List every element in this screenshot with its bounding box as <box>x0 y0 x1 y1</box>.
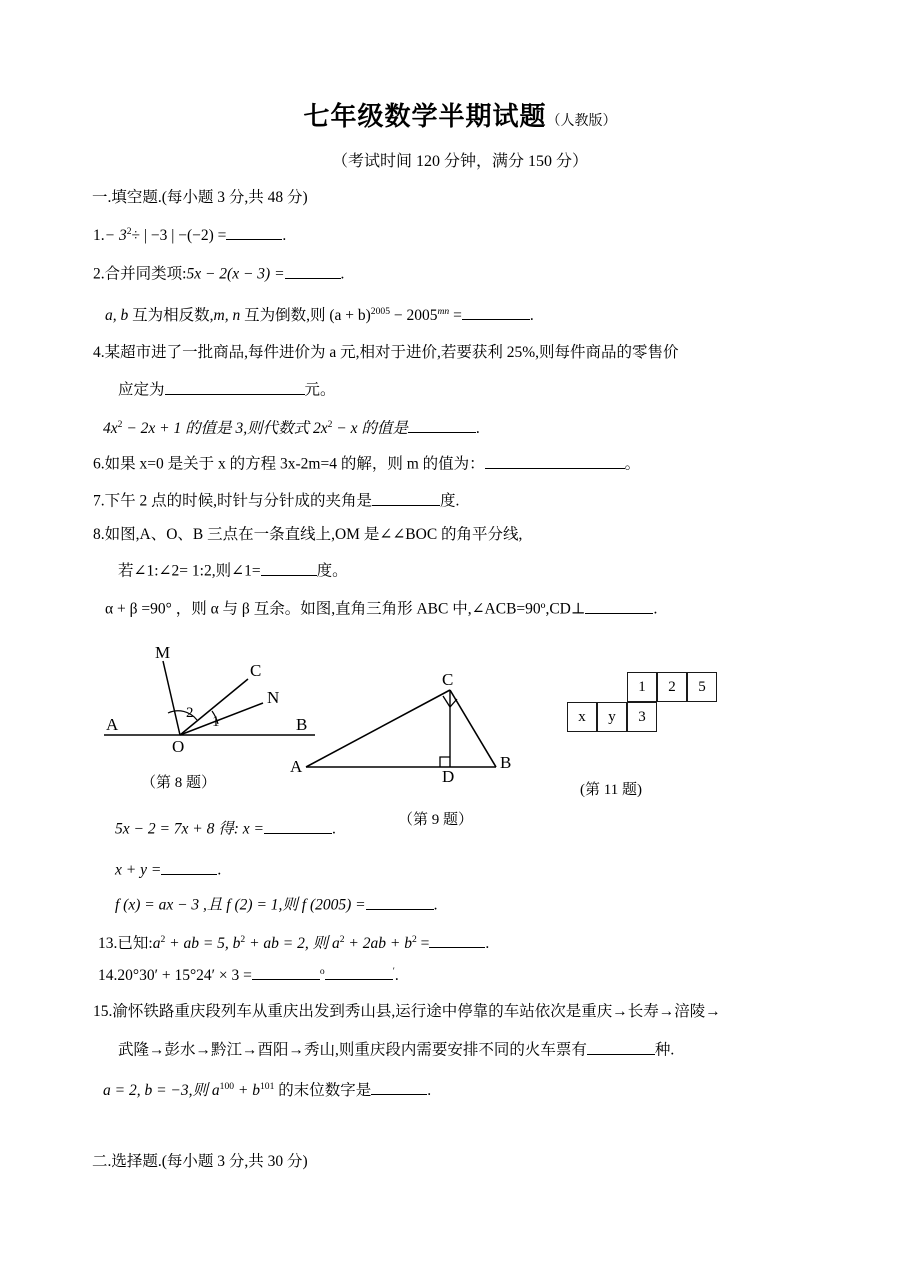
q14-tail: . <box>394 967 399 985</box>
net-cell-bottom-x: x <box>567 702 597 732</box>
q1-answer-blank[interactable] <box>226 224 282 241</box>
fig8-label-O: O <box>172 737 185 755</box>
q13-label: 已知: <box>117 935 153 953</box>
q3-answer-blank[interactable] <box>462 304 530 321</box>
q13-equals: = <box>416 935 430 953</box>
question-7 <box>93 489 459 512</box>
q16-post: 的末位数字是 <box>274 1082 372 1100</box>
question-10 <box>115 817 336 840</box>
q3-tail: . <box>529 307 534 325</box>
q8-line2-post: 度。 <box>316 562 348 580</box>
q12-answer-blank[interactable] <box>366 893 434 910</box>
q13-number: 13. <box>98 935 118 953</box>
q11-tail: . <box>217 861 222 879</box>
figure-question-11 <box>565 672 765 742</box>
fig8-label-A: A <box>106 715 119 734</box>
q13-exp-3: 2 <box>339 934 345 945</box>
q13-tail: . <box>485 935 490 953</box>
exam-subtitle: （考试时间 120 分钟，满分 150 分） <box>331 153 588 170</box>
q3-exponent-2005: 2005 <box>370 306 390 317</box>
q4-line2-post: 元。 <box>304 381 336 399</box>
question-3 <box>105 302 534 326</box>
q3-vars-mn: m, n <box>213 307 241 325</box>
q2-answer-blank[interactable] <box>285 262 341 279</box>
q10-answer-blank[interactable] <box>264 817 332 834</box>
q3-text-a: 互为相反数, <box>128 307 214 325</box>
q10-tail: . <box>332 820 336 838</box>
q4-line2-pre: 应定为 <box>118 381 165 399</box>
fig9-right-angle-D <box>440 757 450 767</box>
q11-answer-blank[interactable] <box>161 858 217 875</box>
net-cell-top-3: 5 <box>687 672 717 702</box>
figure-11-caption: (第 11 题) <box>580 782 642 798</box>
net-cell-top-1: 1 <box>627 672 657 702</box>
q15-line2-pre: 武隆→彭水→黔江→酉阳→秀山,则重庆段内需要安排不同的火车票有 <box>118 1041 587 1059</box>
fig8-label-angle-2: 2 <box>186 705 194 721</box>
q13-exp-4: 2 <box>411 934 417 945</box>
q2-tail: . <box>340 265 345 283</box>
q3-text-b: 互为倒数,则 (a + b) <box>240 307 371 325</box>
figure-9-caption: （第 9 题） <box>398 812 474 828</box>
q5-mid-1: − 2x + 1 的值是 3,则代数式 2x <box>122 420 328 438</box>
question-5 <box>103 415 480 439</box>
question-6 <box>93 452 640 475</box>
q16-exp-1: 100 <box>219 1081 235 1092</box>
q5-exponent-1: 2 <box>117 419 123 430</box>
q1-exponent: 2 <box>126 226 132 237</box>
q14-unit-degree: o <box>319 966 325 977</box>
q13-p4: + 2ab + b <box>344 935 412 953</box>
figure-question-9 <box>290 668 520 788</box>
q5-answer-blank[interactable] <box>408 417 476 434</box>
net-cell-top-2: 2 <box>657 672 687 702</box>
net-cell-bottom-y: y <box>597 702 627 732</box>
net-cell-bottom-3: 3 <box>627 702 657 732</box>
q13-p1: a <box>152 935 161 953</box>
q15-line2-post: 种. <box>654 1041 675 1059</box>
q9-answer-blank[interactable] <box>585 597 653 614</box>
fig9-label-D: D <box>442 767 455 783</box>
fig9-label-A: A <box>290 757 303 776</box>
question-14 <box>98 962 399 986</box>
q5-tail: . <box>475 420 480 438</box>
fig8-label-C: C <box>250 661 262 680</box>
q10-pre: 5x − 2 = 7x + 8 得: x = <box>115 820 265 838</box>
q13-p3: + ab = 2, 则 a <box>245 935 340 953</box>
q5-pre: 4x <box>103 420 118 438</box>
question-4-line-2 <box>118 378 336 401</box>
fig9-label-B: B <box>500 753 512 772</box>
q1-number: 1. <box>93 227 105 245</box>
q9-post: . <box>653 600 658 618</box>
figure-9-drawing <box>290 668 520 783</box>
question-1 <box>93 222 286 246</box>
q7-post: 度. <box>440 492 460 510</box>
fig8-label-angle-1: 1 <box>212 714 220 730</box>
q14-answer-blank-minutes[interactable] <box>325 964 393 981</box>
figure-8-caption: （第 8 题） <box>141 775 217 791</box>
q2-number: 2. <box>93 265 105 283</box>
q8-answer-blank[interactable] <box>261 559 317 576</box>
q14-answer-blank-degrees[interactable] <box>252 964 320 981</box>
q14-number: 14. <box>98 967 118 985</box>
q6-post: 。 <box>624 455 641 473</box>
section-heading-multiple-choice: 二.选择题.(每小题 3 分,共 30 分) <box>92 1153 308 1170</box>
page-title-edition: （人教版） <box>546 113 617 129</box>
q1-tail: . <box>282 227 287 245</box>
q16-answer-blank[interactable] <box>371 1079 427 1096</box>
q6-answer-blank[interactable] <box>485 452 625 469</box>
fig8-label-M: M <box>155 645 171 662</box>
question-8-line-2 <box>118 559 348 582</box>
fig8-label-B: B <box>296 715 308 734</box>
section-heading-fill-in: 一.填空题.(每小题 3 分,共 48 分) <box>92 189 308 206</box>
q6-pre: 6.如果 x=0 是关于 x 的方程 3x-2m=4 的解，则 m 的值为： <box>93 455 485 473</box>
q2-expr: 5x − 2(x − 3) = <box>186 265 285 283</box>
question-12 <box>115 893 438 916</box>
question-13 <box>98 930 489 954</box>
page-title <box>0 96 920 133</box>
q16-tail: . <box>427 1082 432 1100</box>
q14-expr: 20°30′ + 15°24′ × 3 = <box>117 967 252 985</box>
question-15-line-2 <box>118 1038 674 1061</box>
page-title-main: 七年级数学半期试题 <box>303 102 547 132</box>
q3-exponent-mn: mn <box>437 306 450 317</box>
question-9 <box>105 597 657 620</box>
q13-answer-blank[interactable] <box>429 932 485 949</box>
fig9-line-AC <box>306 690 450 767</box>
q7-answer-blank[interactable] <box>372 489 440 506</box>
q11-pre: x + y = <box>115 861 162 879</box>
q16-mid: + b <box>234 1082 260 1100</box>
q12-pre: f (x) = ax − 3 ,且 f (2) = 1,则 f (2005) = <box>115 896 366 914</box>
question-4-line-1: 4.某超市进了一批商品,每件进价为 a 元,相对于进价,若要获利 25%,则每件商品的零售价 <box>93 344 679 361</box>
question-8-line-1: 8.如图,A、O、B 三点在一条直线上,OM 是∠∠BOC 的角平分线, <box>93 526 523 543</box>
q13-exp-1: 2 <box>160 934 166 945</box>
q5-mid-2: − x 的值是 <box>332 420 408 438</box>
q3-vars-ab: a, b <box>105 307 129 325</box>
question-16 <box>103 1077 431 1101</box>
q1-expr-a: − 3 <box>104 227 127 245</box>
question-2 <box>93 262 344 285</box>
fig9-label-C: C <box>442 670 454 689</box>
fig9-line-CB <box>450 690 496 767</box>
q15-answer-blank[interactable] <box>587 1038 655 1055</box>
q1-expr-b: ÷ | −3 | −(−2) = <box>131 227 227 245</box>
q4-answer-blank[interactable] <box>165 378 305 395</box>
q8-line2-pre: 若∠1:∠2= 1:2,则∠1= <box>118 562 261 580</box>
q5-exponent-2: 2 <box>327 419 333 430</box>
question-11 <box>115 858 221 881</box>
q16-exp-2: 101 <box>260 1081 275 1092</box>
fig8-ray-OM <box>163 661 180 735</box>
q14-unit-minute: ′ <box>392 966 395 977</box>
q3-equals: = <box>449 307 462 325</box>
q13-exp-2: 2 <box>240 934 246 945</box>
q7-pre: 7.下午 2 点的时候,时针与分针成的夹角是 <box>93 492 373 510</box>
fig8-label-N: N <box>267 688 280 707</box>
q13-p2: + ab = 5, b <box>165 935 241 953</box>
q3-mid: − 2005 <box>389 307 438 325</box>
q16-pre: a = 2, b = −3,则 a <box>103 1082 220 1100</box>
question-15-line-1: 15.渝怀铁路重庆段列车从重庆出发到秀山县,运行途中停靠的车站依次是重庆→长寿→涪陵→ <box>93 1003 721 1020</box>
q9-pre: α + β =90° ，则 α 与 β 互余。如图,直角三角形 ABC 中,∠ACB=90º,CD⊥ <box>105 600 586 618</box>
q12-tail: . <box>433 896 438 914</box>
q2-label: 合并同类项: <box>104 265 187 283</box>
